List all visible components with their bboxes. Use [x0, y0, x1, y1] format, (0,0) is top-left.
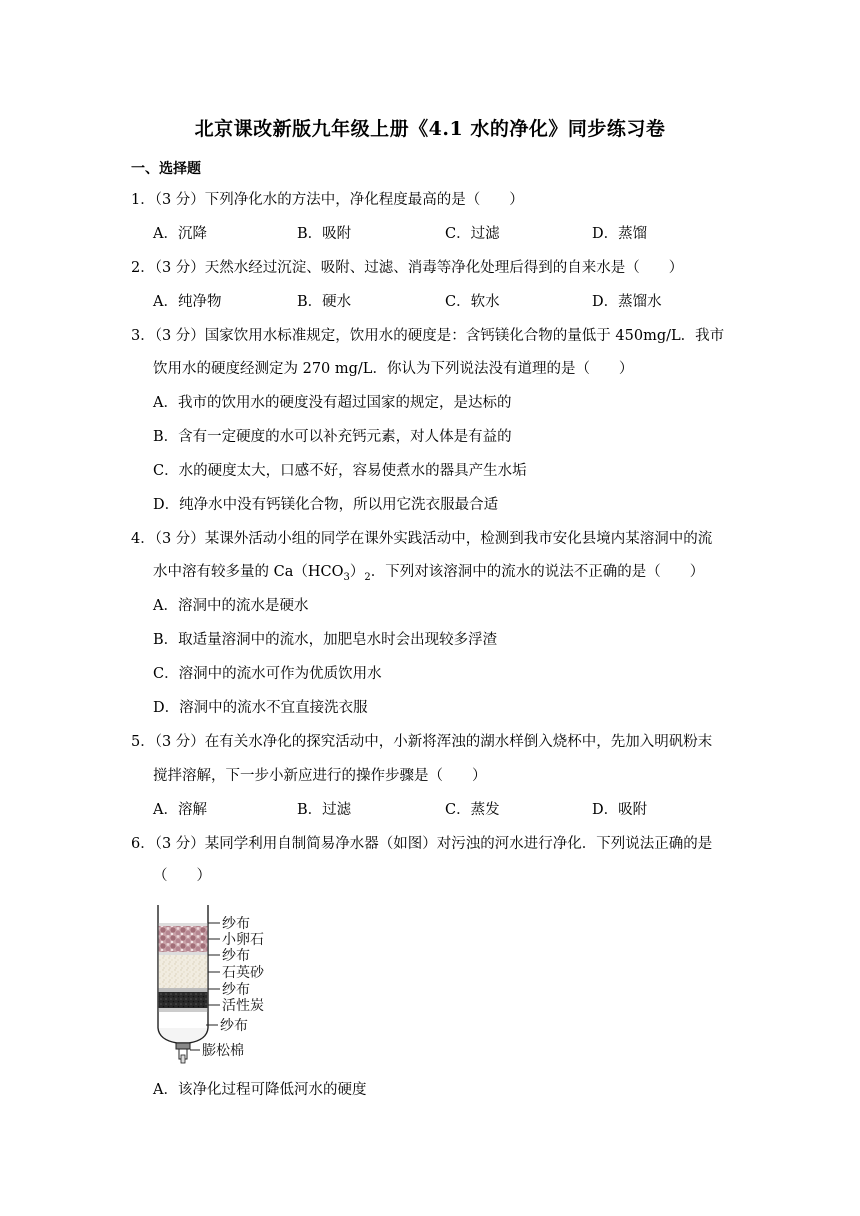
page-title: 北京课改新版九年级上册《4.1 水的净化》同步练习卷 [194, 118, 666, 140]
section-heading: 一、选择题 [131, 161, 201, 177]
question-1-stem: 1．（3 分）下列净化水的方法中，净化程度最高的是（ ） [131, 192, 524, 208]
question-3-option-a: A．我市的饮用水的硬度没有超过国家的规定，是达标的 [153, 395, 512, 411]
question-3-option-b: B．含有一定硬度的水可以补充钙元素，对人体是有益的 [153, 429, 512, 445]
question-1-option-c: C．过滤 [445, 226, 500, 242]
figure-label-quartz-sand: 石英砂 [222, 965, 264, 981]
question-4-stem-line-1: 4．（3 分）某课外活动小组的同学在课外实践活动中，检测到我市安化县境内某溶洞中的流 [131, 531, 713, 547]
figure-label-cotton: 膨松棉 [202, 1043, 244, 1059]
question-6-stem-line-2: （ ） [153, 868, 211, 884]
question-3-option-c: C．水的硬度太大，口感不好，容易使煮水的器具产生水垢 [153, 463, 527, 479]
question-6-stem-line-1: 6．（3 分）某同学利用自制简易净水器（如图）对污浊的河水进行净化．下列说法正确的是 [131, 836, 713, 852]
question-1-option-d: D．蒸馏 [592, 226, 648, 242]
question-2-stem: 2．（3 分）天然水经过沉淀、吸附、过滤、消毒等净化处理后得到的自来水是（ ） [131, 260, 684, 276]
question-4-stem-line-2 [153, 563, 704, 587]
figure-label-gauze-4: 纱布 [220, 1018, 248, 1034]
figure-label-pebbles: 小卵石 [222, 932, 264, 948]
question-1-option-b: B．吸附 [297, 226, 352, 242]
question-4-option-b: B．取适量溶洞中的流水，加肥皂水时会出现较多浮渣 [153, 632, 498, 648]
question-5-option-c: C．蒸发 [445, 802, 500, 818]
question-3-option-d: D．纯净水中没有钙镁化合物，所以用它洗衣服最合适 [153, 497, 499, 513]
question-4-option-a: A．溶洞中的流水是硬水 [153, 598, 309, 614]
question-3-stem-line-1: 3．（3 分）国家饮用水标准规定，饮用水的硬度是：含钙镁化合物的量低于 450mg/L．我市 [131, 328, 725, 344]
question-5-option-b: B．过滤 [297, 802, 352, 818]
figure-label-gauze-1: 纱布 [222, 916, 250, 932]
question-1-option-a: A．沉降 [153, 226, 207, 242]
question-5-stem-line-2: 搅拌溶解，下一步小新应进行的操作步骤是（ ） [153, 768, 487, 784]
question-4-formula-paren: ） [349, 564, 365, 580]
question-5-option-a: A．溶解 [153, 802, 207, 818]
question-2-option-d: D．蒸馏水 [592, 294, 662, 310]
question-4-subscript-3: 3 [343, 571, 350, 583]
figure-label-gauze-2: 纱布 [222, 948, 250, 964]
question-6-option-a: A．该净化过程可降低河水的硬度 [153, 1082, 367, 1098]
question-2-option-b: B．硬水 [297, 294, 352, 310]
question-2-option-a: A．纯净物 [153, 294, 222, 310]
question-4-subscript-2: 2 [364, 571, 371, 583]
figure-label-activated-carbon: 活性炭 [222, 998, 264, 1014]
question-5-stem-line-1: 5．（3 分）在有关水净化的探究活动中，小新将浑浊的湖水样倒入烧杯中，先加入明矾粉末 [131, 734, 713, 750]
question-4-option-c: C．溶洞中的流水可作为优质饮用水 [153, 666, 382, 682]
question-5-option-d: D．吸附 [592, 802, 648, 818]
question-4-stem-tail: ．下列对该溶洞中的流水的说法不正确的是（ ） [370, 564, 705, 580]
water-filter-figure [150, 903, 280, 1065]
figure-label-gauze-3: 纱布 [222, 982, 250, 998]
question-3-stem-line-2: 饮用水的硬度经测定为 270 mg/L．你认为下列说法没有道理的是（ ） [153, 361, 634, 377]
question-4-option-d: D．溶洞中的流水不宜直接洗衣服 [153, 700, 368, 716]
question-4-formula-text: 水中溶有较多量的 Ca（HCO [153, 564, 344, 580]
question-2-option-c: C．软水 [445, 294, 500, 310]
